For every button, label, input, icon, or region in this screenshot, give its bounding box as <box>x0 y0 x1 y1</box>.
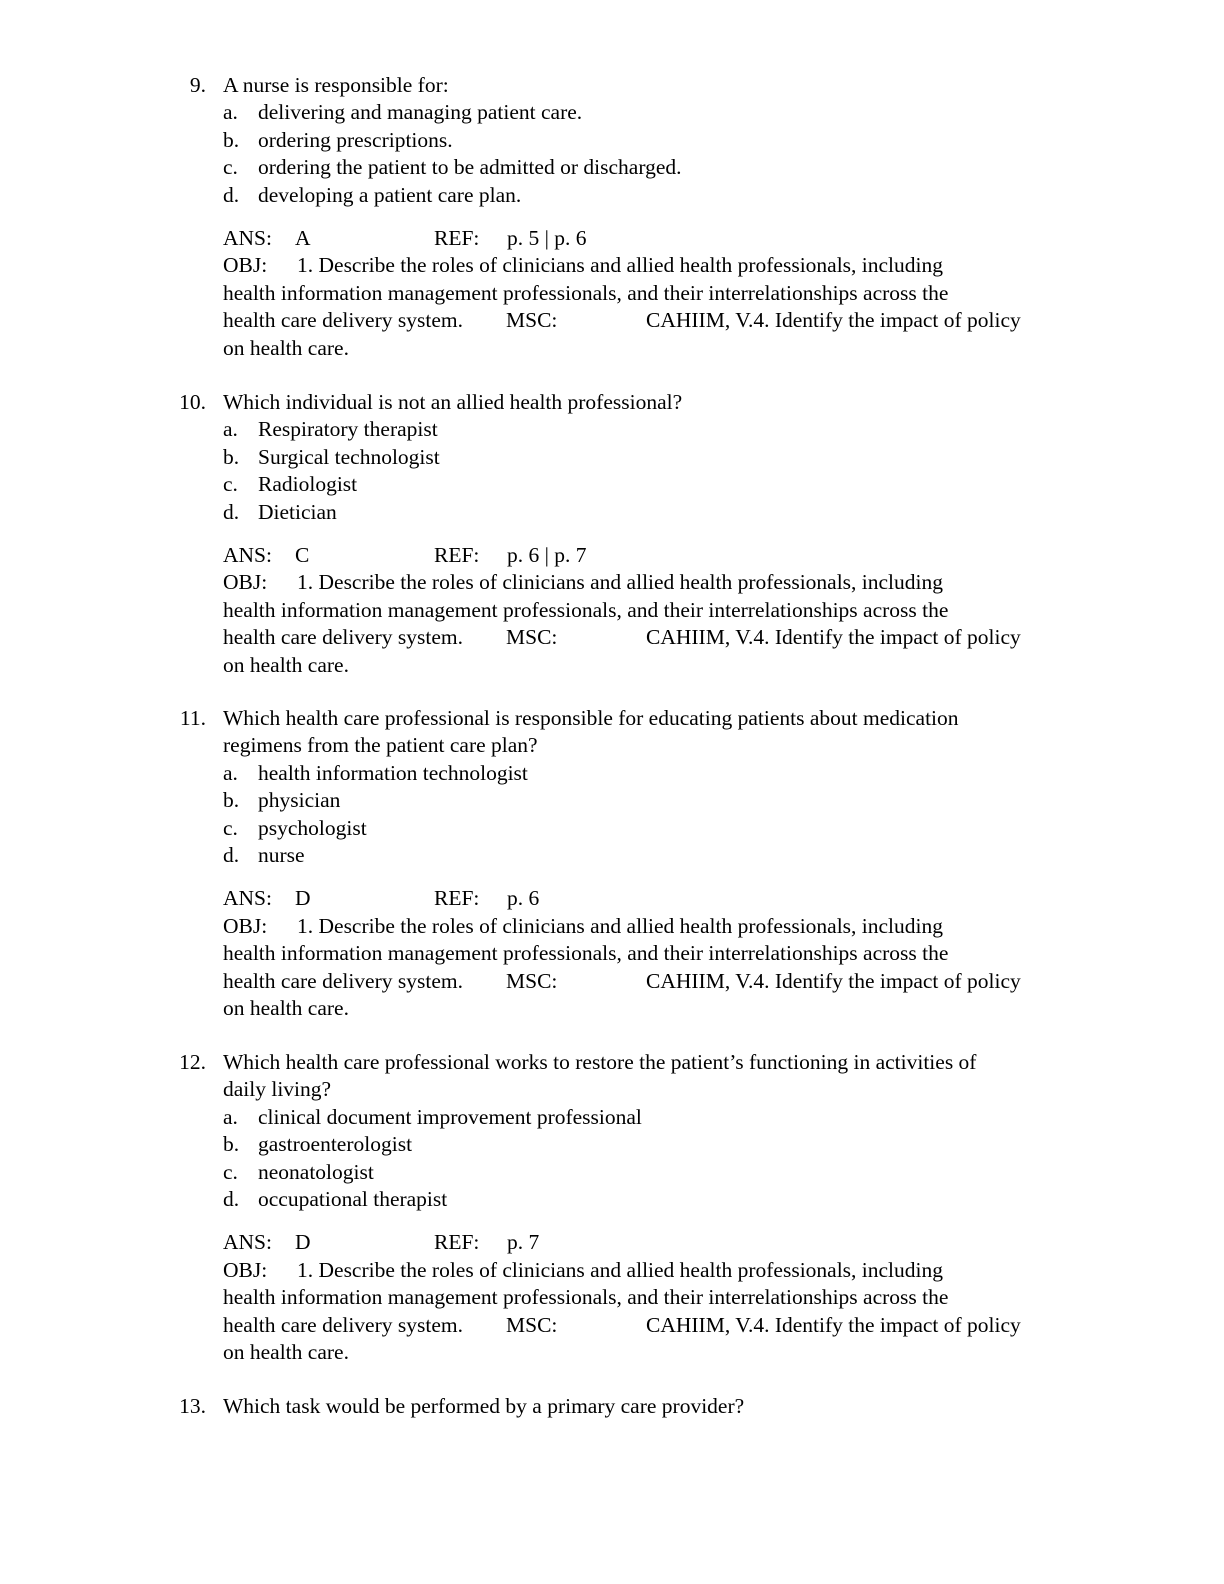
question-stem: regimens from the patient care plan? <box>223 733 538 758</box>
option-text: Surgical technologist <box>258 444 440 469</box>
option-c <box>0 154 1224 181</box>
msc-text: CAHIIM, V.4. Identify the impact of policy <box>646 308 1021 333</box>
obj-label: OBJ: <box>223 913 268 938</box>
answer-value: C <box>295 542 310 567</box>
option-a <box>0 99 1224 126</box>
option-d <box>0 182 1224 209</box>
question-stem: Which health care professional is responsible for educating patients about medication <box>223 706 959 730</box>
ans-label: ANS: <box>223 886 272 911</box>
answer-line <box>0 542 1224 569</box>
objective-line-3 <box>0 968 1224 995</box>
objective-line <box>0 252 1224 279</box>
answer-line <box>0 885 1224 912</box>
msc-line-2 <box>0 652 1224 679</box>
question-number: 13. <box>179 1394 206 1418</box>
obj-label: OBJ: <box>223 1257 268 1282</box>
msc-line-2 <box>0 1339 1224 1366</box>
answer-line <box>0 1229 1224 1256</box>
ref-label: REF: <box>434 542 480 567</box>
msc-text: CAHIIM, V.4. Identify the impact of policy <box>646 1312 1021 1337</box>
option-c <box>0 1159 1224 1186</box>
option-text: delivering and managing patient care. <box>258 100 583 125</box>
objective-line <box>0 1257 1224 1284</box>
objective-line-3 <box>0 1312 1224 1339</box>
option-text: ordering prescriptions. <box>258 127 453 152</box>
question-stem: daily living? <box>223 1077 332 1102</box>
option-text: Dietician <box>258 499 337 524</box>
question-number: 11. <box>179 706 206 730</box>
question-number: 9. <box>189 73 206 97</box>
objective-line <box>0 913 1224 940</box>
option-letter: c. <box>223 815 238 840</box>
msc-label: MSC: <box>506 968 558 993</box>
option-text: neonatologist <box>258 1159 374 1184</box>
question-9 <box>0 72 1224 362</box>
objective-line-2 <box>0 940 1224 967</box>
objective-text: health information management professionals, and their interrelationships across the <box>223 941 949 966</box>
option-text: occupational therapist <box>258 1186 448 1211</box>
option-text: health information technologist <box>258 760 528 785</box>
option-letter: a. <box>223 1104 238 1129</box>
option-text: developing a patient care plan. <box>258 182 522 207</box>
option-text: physician <box>258 788 341 813</box>
option-text: Radiologist <box>258 472 358 497</box>
option-letter: b. <box>223 1132 240 1157</box>
objective-line-2 <box>0 280 1224 307</box>
objective-text: health care delivery system. <box>223 308 463 333</box>
msc-text: CAHIIM, V.4. Identify the impact of policy <box>646 625 1021 650</box>
objective-line <box>0 569 1224 596</box>
option-letter: c. <box>223 155 238 180</box>
msc-label: MSC: <box>506 625 558 650</box>
option-c <box>0 815 1224 842</box>
objective-text: health care delivery system. <box>223 1312 463 1337</box>
option-letter: a. <box>223 417 238 442</box>
option-text: gastroenterologist <box>258 1132 413 1157</box>
msc-text: on health care. <box>223 652 349 677</box>
question-stem: Which individual is not an allied health professional? <box>223 390 683 414</box>
option-a <box>0 416 1224 443</box>
option-b <box>0 444 1224 471</box>
option-letter: d. <box>223 1186 240 1211</box>
ref-label: REF: <box>434 886 480 911</box>
answer-value: D <box>295 886 311 911</box>
option-letter: d. <box>223 842 240 867</box>
ans-label: ANS: <box>223 542 272 567</box>
objective-line-2 <box>0 1284 1224 1311</box>
ref-value: p. 6 | p. 7 <box>507 542 587 567</box>
objective-text: health information management professionals, and their interrelationships across the <box>223 597 949 622</box>
option-letter: b. <box>223 444 240 469</box>
msc-line-2 <box>0 995 1224 1022</box>
objective-text: 1. Describe the roles of clinicians and allied health professionals, including <box>297 1257 944 1282</box>
question-number: 10. <box>179 390 206 414</box>
option-letter: a. <box>223 760 238 785</box>
option-text: psychologist <box>258 815 367 840</box>
msc-text: on health care. <box>223 335 349 360</box>
msc-text: on health care. <box>223 995 349 1020</box>
objective-text: health information management professionals, and their interrelationships across the <box>223 280 949 305</box>
ans-label: ANS: <box>223 225 272 250</box>
objective-line-2 <box>0 597 1224 624</box>
ref-label: REF: <box>434 1230 480 1255</box>
question-10 <box>0 389 1224 679</box>
option-d <box>0 842 1224 869</box>
objective-text: health care delivery system. <box>223 625 463 650</box>
option-letter: d. <box>223 499 240 524</box>
question-stem: Which health care professional works to restore the patient’s functioning in activities of <box>223 1050 977 1074</box>
option-letter: a. <box>223 100 238 125</box>
ref-value: p. 5 | p. 6 <box>507 225 587 250</box>
answer-value: A <box>295 225 311 250</box>
question-13 <box>0 1393 1224 1420</box>
objective-text: health care delivery system. <box>223 968 463 993</box>
option-text: clinical document improvement professional <box>258 1104 642 1129</box>
msc-line-2 <box>0 335 1224 362</box>
objective-line-3 <box>0 624 1224 651</box>
option-text: Respiratory therapist <box>258 417 438 442</box>
question-12 <box>0 1049 1224 1366</box>
option-letter: c. <box>223 1159 238 1184</box>
question-number: 12. <box>179 1050 206 1074</box>
msc-text: CAHIIM, V.4. Identify the impact of policy <box>646 968 1021 993</box>
objective-text: health information management professionals, and their interrelationships across the <box>223 1285 949 1310</box>
option-b <box>0 1131 1224 1158</box>
ref-label: REF: <box>434 225 480 250</box>
objective-text: 1. Describe the roles of clinicians and allied health professionals, including <box>297 253 944 278</box>
option-c <box>0 471 1224 498</box>
option-b <box>0 787 1224 814</box>
option-a <box>0 1104 1224 1131</box>
option-d <box>0 1186 1224 1213</box>
ans-label: ANS: <box>223 1230 272 1255</box>
option-letter: b. <box>223 788 240 813</box>
ref-value: p. 7 <box>507 1230 540 1255</box>
objective-line-3 <box>0 307 1224 334</box>
answer-line <box>0 225 1224 252</box>
msc-label: MSC: <box>506 1312 558 1337</box>
question-stem: Which task would be performed by a primary care provider? <box>223 1394 745 1418</box>
obj-label: OBJ: <box>223 570 268 595</box>
option-b <box>0 127 1224 154</box>
msc-label: MSC: <box>506 308 558 333</box>
ref-value: p. 6 <box>507 886 540 911</box>
question-11 <box>0 705 1224 1022</box>
option-d <box>0 499 1224 526</box>
msc-text: on health care. <box>223 1339 349 1364</box>
option-letter: c. <box>223 472 238 497</box>
objective-text: 1. Describe the roles of clinicians and allied health professionals, including <box>297 570 944 595</box>
option-a <box>0 760 1224 787</box>
answer-value: D <box>295 1230 311 1255</box>
question-stem: A nurse is responsible for: <box>223 73 449 97</box>
obj-label: OBJ: <box>223 253 268 278</box>
objective-text: 1. Describe the roles of clinicians and allied health professionals, including <box>297 913 944 938</box>
option-letter: b. <box>223 127 240 152</box>
option-text: ordering the patient to be admitted or discharged. <box>258 155 682 180</box>
option-letter: d. <box>223 182 240 207</box>
option-text: nurse <box>258 842 305 867</box>
